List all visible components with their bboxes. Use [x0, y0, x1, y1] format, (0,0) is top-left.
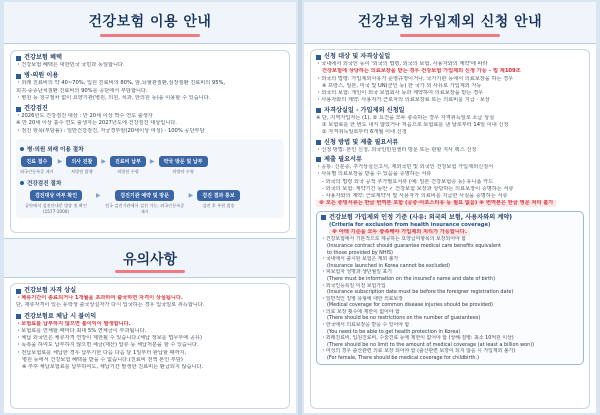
arrow-right-icon: ▶	[96, 192, 101, 200]
criteria-item: ・피보험자 성명과 생년월일 표기	[321, 269, 392, 276]
arrow-right-icon: ▶	[149, 158, 155, 166]
checkup-text: ・2026년도 건강검진 대상 : 만 20세 이상 짝수 연도 출생자	[16, 113, 153, 120]
bullet-square-icon	[16, 74, 21, 79]
criteria-item-en: (Insurance launched in Korea cannot be excluded)	[327, 262, 450, 269]
title-underline	[115, 270, 185, 273]
loss-date-text: ※ 단, 지역가입자는 (1), ② 요건을 모두 충족하는 경우 자격취득일로 소급 상실	[316, 114, 495, 121]
criteria-panel	[316, 211, 584, 365]
booklet-spine	[298, 0, 302, 415]
criteria-item: ・의료 보장 횟수에 제한이 없어야 함	[321, 308, 400, 315]
bullet-square-icon	[316, 108, 321, 113]
bullet-square-icon	[316, 140, 321, 145]
right-page-title: 건강보험 가입제외 신청 안내	[357, 14, 543, 30]
usage-box	[10, 50, 290, 233]
eligibility-text: ・외국의 보험: 개인이 외국 보험회사 등과 계약하여 의료보장을 받는 경우	[316, 90, 484, 97]
bullet-square-icon	[16, 107, 21, 112]
docs-note: ※ 모든 증빙서류는 한글 번역본 포함 (공증·아포스티유 등 필요 없음) ※ 번역본은 한글 영문 처리 불가	[316, 200, 584, 207]
flow-step: 약국 방문 및 납부 처방약 수령	[159, 156, 208, 175]
flow-step: 진료 접수 외국인등록증 제시	[20, 156, 54, 175]
criteria-item-en: (You need to be able to get health protection in Korea)	[327, 328, 461, 335]
bullet-square-icon	[316, 157, 321, 162]
criteria-heading: 건강보험 가입제외 인정 기준 (사유: 외국의 보험, 사용자와의 계약)	[321, 214, 579, 222]
title-underline	[100, 34, 200, 37]
right-page-header	[304, 2, 596, 44]
section-eligibility-heading: 신청 대상 및 자격상실일	[316, 53, 584, 61]
section-checkup-heading: 건강검진	[16, 105, 284, 113]
criteria-item: ・국내에서 출시된 보험은 제외 불가	[321, 256, 399, 263]
left-page	[4, 2, 296, 413]
unpaid-text: ・독촉을 하여도 납부하지 않으면 예금(재산) 압류 등 체납처분을 할 수 있습니다.	[16, 342, 199, 349]
section-docs-heading: 제출 필요서류	[316, 156, 584, 164]
title-underline	[400, 34, 500, 37]
bullet-square-icon	[16, 314, 21, 319]
unpaid-text: ・보험료를 연체할 때마다 최대 5% 연체금이 부과됩니다.	[16, 327, 147, 334]
bullet-dot-icon	[20, 147, 24, 151]
loss-text: 단, 재류자격이 있는 유학생 출국상실자가 다시 입국하는 경우 입국일로 취득합니다.	[16, 302, 205, 309]
eligibility-text: 건강보험에 상당하는 의료보장을 받는 경우 건강보험 가입제외 신청 가능 – 법 제109조	[322, 68, 521, 75]
opt-out-box	[310, 49, 590, 409]
method-text: ・신청 방법: 본인 신청, 외국인민원센터 방문 또는 관할 지사 팩스 신청	[316, 146, 477, 153]
left-page-title: 건강보험 이용 안내	[88, 14, 212, 30]
unpaid-text: ・보험료를 납부하지 않으면 불이익이 발생합니다.	[16, 320, 131, 327]
criteria-item-en: (Insurance contract should guarantee medical care benefits equivalent	[327, 242, 502, 249]
criteria-item: ・일반적인 질병 유형에 대한 의료보장	[321, 295, 403, 302]
loss-text: ・체류기간이 종료되거나 1개월을 초과하여 출국하면 자격이 상실됩니다.	[16, 295, 183, 301]
section-method-heading: 신청 방법 및 제출 필요서류	[316, 139, 584, 147]
bullet-dot-icon	[20, 181, 24, 185]
outpatient-flow	[20, 156, 280, 175]
loss-date-text: ② 자격취득일로부터 6개월 이내 신청	[322, 129, 407, 136]
criteria-item-en: (There must be information on the insured's name and date of birth)	[327, 275, 496, 282]
criteria-item-en: to those provided by NHIS)	[327, 249, 393, 256]
eligibility-text: ※ 프랑스, 일본, 미국 및 UN(군인 등) 한 국가 외 사유로 가입제외 가능	[322, 82, 482, 89]
caution-title: 유의사항	[122, 252, 178, 268]
flow-step: 의사 진찰 처방전 발행	[66, 156, 97, 175]
criteria-note: ※ 아래 기준을 모두 충족해야 가입제외 처리가 가능합니다.	[321, 229, 579, 236]
eligibility-text: ・사용자와의 계약: 사용자가 근로자의 의료보장료 또는 의료비를 지급 · 보상	[316, 97, 490, 104]
section-loss-date-heading: 자격상실일 · 가입제외 신청일	[316, 107, 584, 115]
criteria-item: ・외국인등록일 이전 보험가입	[321, 282, 386, 289]
criteria-item: ・외래진료비, 입원진료비, 수술진료 등에 제한이 없어야 함 (상해·질병: 최소 10억원 이상)	[321, 335, 514, 342]
hospital-text: ・병원 등 청구절차 없이 요양기관(병원, 의원, 치과, 한의원 등)을 이용할 수 있습니다.	[16, 94, 211, 101]
docs-text: - 외국의 법령 외국 공적 추가필요서류 (예: 일본 건강보험증 등) 유니폼 카드	[322, 178, 494, 185]
arrow-right-icon: ▶	[57, 158, 63, 166]
criteria-item: ・여성의 경우 출산관련 의료 보장 되어야 함 (출산관련 보장이 되지 않을 시 가입제외 불가)	[321, 348, 516, 355]
unpaid-text: ・체납 외국인은 체류자격 연장이 제한될 수 있습니다.(체납 정보를 법무부에 공유)	[16, 335, 203, 342]
docs-text: ・공통: 신분증, 주거상실신고서, 제외국민 및 외국인 건강보험 가입제외신청서	[316, 163, 494, 170]
unpaid-note: ※ 추후 체납보험료를 납부하여도, 체납기간 발생한 진료비는 환급되지 않습니다.	[22, 364, 204, 371]
proc2-heading: 건강검진 절차	[20, 179, 280, 187]
hospital-text: ・외래 진료비의 약 40~70%, 입원 진료비의 80%, 암,뇌혈관질환,심장질환 진료비의 95%,	[16, 80, 226, 87]
docs-text: ・사유별 의료보장을 받을 수 있음을 증명하는 서류	[316, 171, 432, 178]
bullet-square-icon	[321, 215, 326, 220]
section-unpaid-heading: 건강보험료 체납 시 불이익	[16, 313, 284, 321]
hospital-text: 희귀·중증난치질환 진료비의 90%를 공단에서 부담합니다.	[16, 87, 148, 94]
flow-step: 검진대상 여부 확인 공단에서 검진안내문 발송 및 확인 (1577-1000)	[20, 190, 92, 214]
criteria-item-en: (Medical coverage for common disease injuries should be provided)	[327, 302, 493, 309]
flow-step: 검진 결과 통보 검진 후 우편 발송	[197, 190, 239, 209]
caution-box	[10, 283, 290, 409]
section-hospital-heading: 병·의원 이용	[16, 72, 284, 80]
unpaid-text: ・전납보험료를 체납한 경우 납부기한 다음 다음 달 1일부터 완납할 때까지,	[16, 349, 187, 356]
criteria-item: ・한국에서 의료보장을 받을 수 있어야 함	[321, 322, 410, 329]
unpaid-text: 병원 등에서 건강보험 혜택을 받을 수 없습니다.(진료비 전액 본인 부담)	[22, 357, 183, 364]
arrow-right-icon: ▶	[101, 158, 107, 166]
procedure-panel	[16, 139, 284, 218]
criteria-item-en: (Insurance subscription date must be before the foreigner registration date)	[327, 289, 514, 296]
flow-step: 진료비 납부 처방전 수령	[110, 156, 146, 175]
docs-text: - 사용자와의 계약: 근로계약서 및 사용자가 의료비를 지급한 사실을 증명하는 서류	[322, 193, 508, 200]
criteria-item-en: (There should be no restrictions on the number of guarantees)	[327, 315, 481, 322]
flow-step: 검진기관 예약 및 방문 전국 검진기관에서 검진 가능, 외국인등록증 제시	[105, 190, 185, 215]
right-page	[304, 2, 596, 413]
checkup-text: ・검진 항목(부담률) : 일반건강검진, 자궁경부암(20세이상 여성) - 100% 공단부담	[16, 127, 205, 134]
section-benefit-heading: 건강보험 혜택	[16, 54, 284, 62]
criteria-item: ・건강보험에서 기본적으로 제공하는 요양급여항목의 보장되어야 함	[321, 236, 466, 243]
criteria-heading-en: (Criteria for exclusion from health insurance coverage)	[329, 221, 491, 228]
caution-header	[4, 238, 296, 278]
criteria-item-en: (There should be no limit to the amount of medical coverage (at least a billion won))	[327, 341, 535, 348]
bullet-square-icon	[316, 55, 321, 60]
checkup-flow	[20, 190, 280, 215]
benefit-text: ・건강보험 혜택은 대한민국 국민과 동일합니다.	[16, 62, 125, 68]
eligibility-text: ・외국의 법령: 가입제외사유가 준영규정이거나, 국가기관 등에서 의료보장을 하는 경우	[316, 75, 514, 82]
bullet-square-icon	[16, 56, 21, 61]
eligibility-text: ・국내에서 외국인 등이 '외국의 법령, 외국의 보험, 사용자와의 계약'에 따라	[316, 61, 488, 67]
docs-text: - 외국의 보험: 계약기간 동안 ✓ 건강보험 보장과 상당하는 의료보장이 증명하는 서류	[322, 185, 514, 192]
arrow-right-icon: ▶	[188, 192, 194, 200]
section-loss-heading: 건강보험 자격 상실	[16, 287, 284, 295]
checkup-text: ※ 만 20세 이상 홀수 연도 출생자는 2027년도에 건강검진 대상입니다.	[16, 120, 177, 127]
criteria-item-en: (For female, There should be medical coverage for childbirth.)	[327, 355, 479, 362]
criteria-list	[321, 236, 579, 361]
left-page-header	[4, 2, 296, 44]
proc1-heading: 병·의원 외래 이용 절차	[20, 145, 280, 153]
loss-date-text: ① 보험료를 한 번도 내지 않았거나 처음으로 보험료를 낸 날로부터 14일 이내 신청	[322, 122, 509, 129]
bullet-square-icon	[16, 289, 21, 294]
